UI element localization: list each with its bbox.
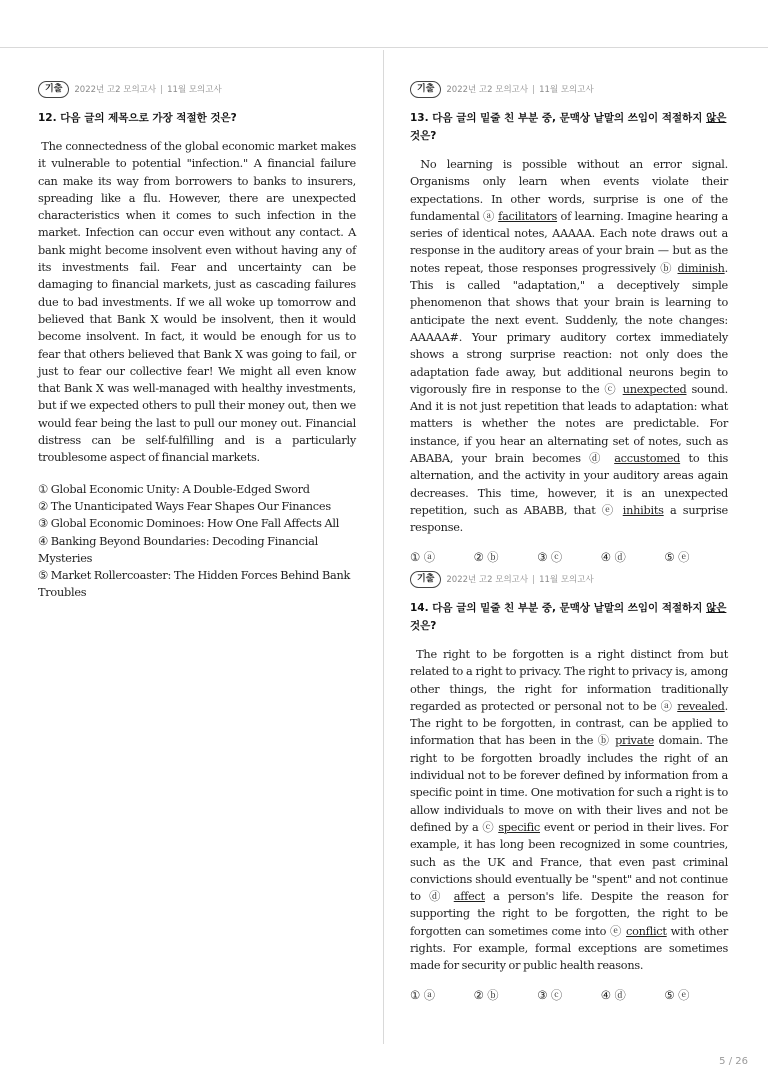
- answer-choices: [38, 481, 356, 602]
- underlined-word-b: diminish: [677, 261, 725, 275]
- meta-separator: [533, 85, 534, 94]
- header-divider: [0, 47, 768, 48]
- passage-text: The right to be forgotten is a right distinct from but related to a right to privacy. The right to privacy is, among other things, the right for information traditionally regarded as protected or personal not to be ⓐ revealed. The right to be forgotten, in contrast, can be applied to information that has been in the ⓑ private domain. The right to be forgotten broadly includes the right of an individual not to be forever defined by information from a specific point in time. One motivation for such a right is to allow individuals to move on with their lives and not be defined by a ⓒ specific event or period in their lives. For example, it has long been recognized in some countries, such as the UK and France, that even past criminal convictions should eventually be "spent" and not continue to ⓓ affect a person's life. Despite the reason for supporting the right to be forgotten, the right to be forgotten can sometimes come into ⓔ conflict with other rights. For example, formal exceptions are sometimes made for security or public health reasons.: [410, 648, 729, 973]
- choice-2[interactable]: ② ⓑ: [473, 550, 499, 564]
- passage-text: No learning is possible without an error signal. Organisms only learn when events violate their expectations. In other words, surprise is one of the fundamental ⓐ facilitators of learning. Imagine hearing a series of identical notes, AAAAA. Each note draws out a response in the auditory areas of your brain — but as the notes repeat, those responses progressively ⓑ diminish. This is called "adaptation," a deceptively simple phenomenon that shows that your brain is learning to anticipate the next event. Suddenly, the note changes: AAAAA#. Your primary auditory cortex immediately shows a strong surprise reaction: not only does the adaptation fade away, but additional neurons begin to vigorously fire in response to the ⓒ unexpected sound. And it is not just repetition that leads to adaptation: what matters is whether the notes are predictable. For instance, if you hear an alternating set of notes, such as ABABA, your brain becomes ⓓ accustomed to this alternation, and the activity in your auditory areas again decreases. This time, however, it is an unexpected repetition, such as ABABB, that ⓔ inhibits a surprise response.: [410, 158, 729, 535]
- answer-choices: [410, 549, 728, 567]
- choice-2[interactable]: ② ⓑ: [473, 988, 499, 1002]
- choice-3[interactable]: ③ ⓒ: [537, 988, 563, 1002]
- question-14: [410, 569, 728, 1005]
- exam-year: 2022년 고2 모의고사: [74, 85, 157, 95]
- choice-3[interactable]: ③ ⓒ: [537, 550, 563, 564]
- exam-tag: 기출: [410, 81, 441, 98]
- exam-month: 11월 모의고사: [167, 85, 222, 95]
- passage-text: The connectedness of the global economic market makes it vulnerable to potential "infection." A financial failure can make its way from borrowers to banks to insurers, spreading like a flu. However, there are unexpected characteristics when it comes to such infection in the market. Infection can occur even without any contact. A bank might become insolvent even without having any of its investments fail. Fear and uncertainty can be damaging to financial markets, just as cascading failures due to bad investments. If we all woke up tomorrow and believed that Bank X would be insolvent, then it would become insolvent. In fact, it would be enough for us to fear that others believed that Bank X was going to fail, or just to fear our collective fear! We might all even know that Bank X was well-managed with healthy investments, but if we expected others to pull their money out, then we would fear being the last to pull our money out. Financial distress can be self-fulfilling and is a particularly troublesome aspect of financial markets.: [38, 140, 356, 465]
- question-title: 13. 다음 글의 밑줄 친 부분 중, 문맥상 낱말의 쓰임이 적절하지 않은 것은?: [410, 112, 727, 142]
- underlined-word-e: conflict: [626, 924, 667, 938]
- underlined-word-b: private: [615, 734, 654, 748]
- underlined-word-a: revealed: [677, 699, 725, 713]
- meta-separator: [161, 85, 162, 94]
- choice-1[interactable]: ① Global Economic Unity: A Double-Edged Sword: [38, 482, 310, 496]
- choice-3[interactable]: ③ Global Economic Dominoes: How One Fall Affects All: [38, 517, 340, 531]
- underlined-word-c: specific: [498, 820, 541, 834]
- underlined-word-c: unexpected: [622, 382, 687, 396]
- exam-year: 2022년 고2 모의고사: [446, 575, 529, 585]
- question-meta: [38, 79, 356, 99]
- meta-separator: [533, 575, 534, 584]
- question-title: 14. 다음 글의 밑줄 친 부분 중, 문맥상 낱말의 쓰임이 적절하지 않은 것은?: [410, 602, 727, 632]
- choice-4[interactable]: ④ Banking Beyond Boundaries: Decoding Financial Mysteries: [38, 534, 318, 565]
- exam-tag: 기출: [38, 81, 69, 98]
- choice-2[interactable]: ② The Unanticipated Ways Fear Shapes Our Finances: [38, 499, 331, 513]
- underlined-word-d: accustomed: [614, 452, 681, 466]
- question-meta: [410, 569, 728, 589]
- choice-1[interactable]: ① ⓐ: [410, 550, 436, 564]
- choice-4[interactable]: ④ ⓓ: [600, 550, 626, 564]
- choice-5[interactable]: ⑤ ⓔ: [664, 550, 690, 564]
- page-number: 5 / 26: [719, 1056, 748, 1067]
- choice-5[interactable]: ⑤ ⓔ: [664, 988, 690, 1002]
- exam-year: 2022년 고2 모의고사: [446, 85, 529, 95]
- choice-1[interactable]: ① ⓐ: [410, 988, 436, 1002]
- underlined-word-a: facilitators: [498, 209, 558, 223]
- exam-month: 11월 모의고사: [539, 575, 594, 585]
- choice-4[interactable]: ④ ⓓ: [600, 988, 626, 1002]
- underlined-word-e: inhibits: [622, 503, 664, 517]
- exam-month: 11월 모의고사: [539, 85, 594, 95]
- question-13: [410, 79, 728, 567]
- column-divider: [383, 50, 384, 1044]
- question-12: [38, 79, 356, 602]
- question-meta: [410, 79, 728, 99]
- answer-choices: [410, 987, 728, 1005]
- underlined-word-d: affect: [453, 890, 485, 904]
- choice-5[interactable]: ⑤ Market Rollercoaster: The Hidden Forces Behind Bank Troubles: [38, 569, 351, 600]
- exam-tag: 기출: [410, 571, 441, 588]
- question-title: 12. 다음 글의 제목으로 가장 적절한 것은?: [38, 112, 237, 124]
